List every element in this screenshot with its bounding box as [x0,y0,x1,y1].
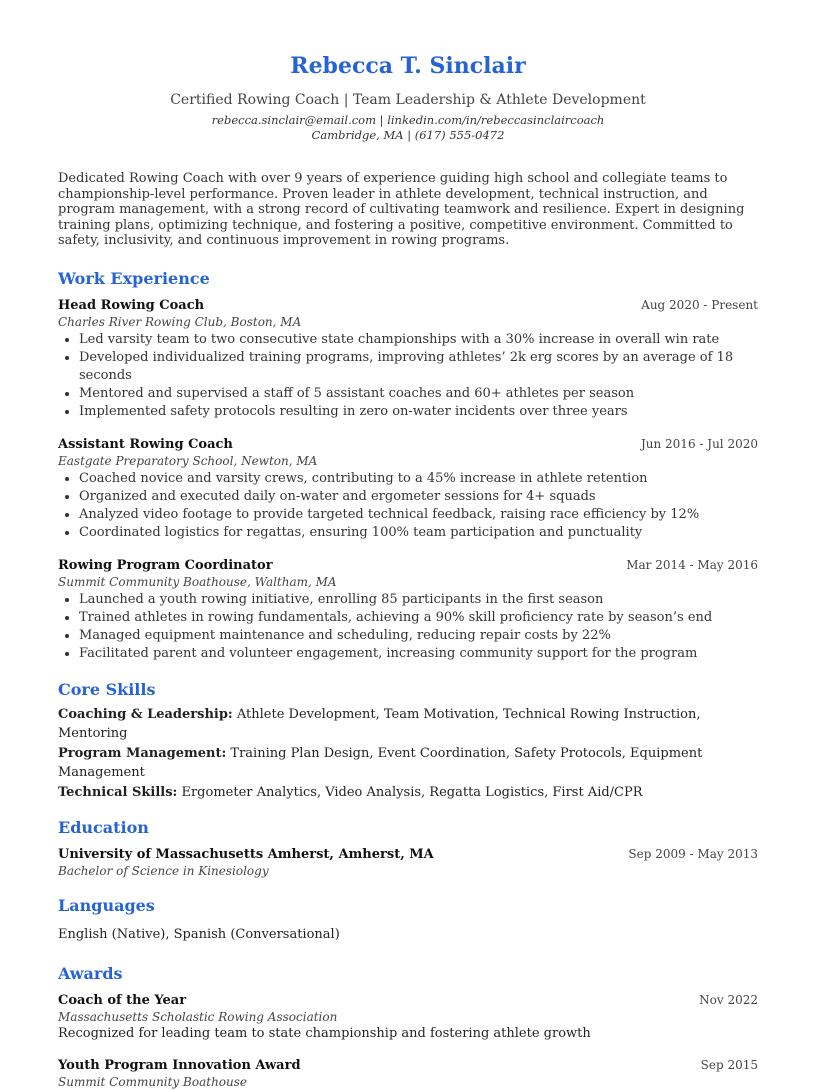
job-organization: Eastgate Preparatory School, Newton, MA [58,453,318,468]
award-date: Sep 2015 [700,1058,758,1072]
job-bullet: • Trained athletes in rowing fundamentals, achieving a 90% skill proficiency rate by season’s end [79,609,758,627]
section-title-awards: Awards [58,964,123,983]
entry-header [58,558,758,573]
job-title: Head Rowing Coach [58,297,205,313]
skill-category: Coaching & Leadership: [58,706,233,722]
job-dates: Mar 2014 - May 2016 [626,557,758,572]
work-experience-section [58,269,758,663]
section-title-education: Education [58,818,149,837]
education-dates: Sep 2009 - May 2013 [628,847,758,861]
section-title-work: Work Experience [58,268,210,288]
work-entry [58,558,758,663]
resume-name: Rebecca T. Sinclair [290,53,526,79]
work-entry [58,298,758,421]
job-dates: Jun 2016 - Jul 2020 [640,436,758,451]
job-bullet: • Led varsity team to two consecutive state championships with a 30% increase in overall win rate [79,331,758,349]
job-dates: Aug 2020 - Present [641,297,758,312]
job-bullet: • Managed equipment maintenance and scheduling, reducing repair costs by 22% [79,627,758,645]
entry-header [58,1058,758,1073]
contact-line-location: Cambridge, MA | (617) 555-0472 [311,128,505,142]
skill-line [58,783,758,803]
school-name: University of Massachusetts Amherst, Amherst, MA [58,847,434,862]
education-section [58,818,758,879]
job-bullet: • Launched a youth rowing initiative, enrolling 85 participants in the first season [79,591,758,609]
awards-section [58,964,758,1090]
award-entry [58,993,758,1043]
skills-list [58,705,758,803]
job-bullets [58,331,758,421]
entry-header [58,993,758,1008]
contact-line-online: rebecca.sinclair@email.com | linkedin.com/in/rebeccasinclaircoach [211,113,605,127]
skill-values: Training Plan Design, Event Coordination, Safety Protocols, Equipment Management [58,745,703,780]
job-bullet: • Implemented safety protocols resulting in zero on-water incidents over three years [79,403,758,421]
entry-header [58,847,758,862]
skill-values: Ergometer Analytics, Video Analysis, Regatta Logistics, First Aid/CPR [177,784,643,800]
job-title: Rowing Program Coordinator [58,557,273,573]
languages-section [58,896,758,944]
skill-category: Technical Skills: [58,784,178,800]
entry-header [58,437,758,452]
job-bullet: • Organized and executed daily on-water and ergometer sessions for 4+ squads [79,488,758,506]
skill-values: Athlete Development, Team Motivation, Technical Rowing Instruction, Mentoring [58,706,701,741]
skill-line [58,705,758,744]
job-organization: Summit Community Boathouse, Waltham, MA [58,574,337,589]
core-skills-section [58,680,758,803]
professional-summary: Dedicated Rowing Coach with over 9 years of experience guiding high school and collegiate teams to championship-level performance. Proven leader in athlete development, technical instruction, and program management, with a strong record of cultivating teamwork and resilience. Expert in designing training plans, optimizing technique, and fostering a positive, competitive environment. Committed to safety, inclusivity, and continuous improvement in rowing programs. [58,171,745,248]
skill-line [58,744,758,783]
job-bullet: • Coordinated logistics for regattas, ensuring 100% team participation and punctuality [79,524,758,542]
section-title-skills: Core Skills [58,679,156,699]
education-entry [58,847,758,879]
languages-list: English (Native), Spanish (Conversational) [58,927,340,942]
entry-header [58,298,758,313]
job-bullets [58,591,758,663]
job-bullet: • Developed individualized training programs, improving athletes’ 2k erg scores by an average of 18 seconds [79,349,758,385]
award-entry [58,1058,758,1090]
job-bullet: • Mentored and supervised a staff of 5 assistant coaches and 60+ athletes per season [79,385,758,403]
skill-category: Program Management: [58,745,227,761]
degree: Bachelor of Science in Kinesiology [58,864,269,878]
section-title-languages: Languages [58,896,155,915]
job-bullet: • Analyzed video footage to provide targeted technical feedback, raising race efficiency by 12% [79,506,758,524]
job-title: Assistant Rowing Coach [58,436,233,452]
award-organization: Massachusetts Scholastic Rowing Association [58,1010,338,1024]
award-date: Nov 2022 [699,993,758,1007]
award-organization: Summit Community Boathouse [58,1075,248,1089]
job-organization: Charles River Rowing Club, Boston, MA [58,314,302,329]
job-bullet: • Facilitated parent and volunteer engagement, increasing community support for the program [79,645,758,663]
job-bullet: • Coached novice and varsity crews, contributing to a 45% increase in athlete retention [79,470,758,488]
job-bullets [58,470,758,542]
resume-headline: Certified Rowing Coach | Team Leadership & Athlete Development [170,92,646,108]
award-title: Coach of the Year [58,993,187,1008]
award-description: Recognized for leading team to state championship and fostering athlete growth [58,1026,591,1041]
award-title: Youth Program Innovation Award [58,1058,301,1073]
work-entry [58,437,758,542]
